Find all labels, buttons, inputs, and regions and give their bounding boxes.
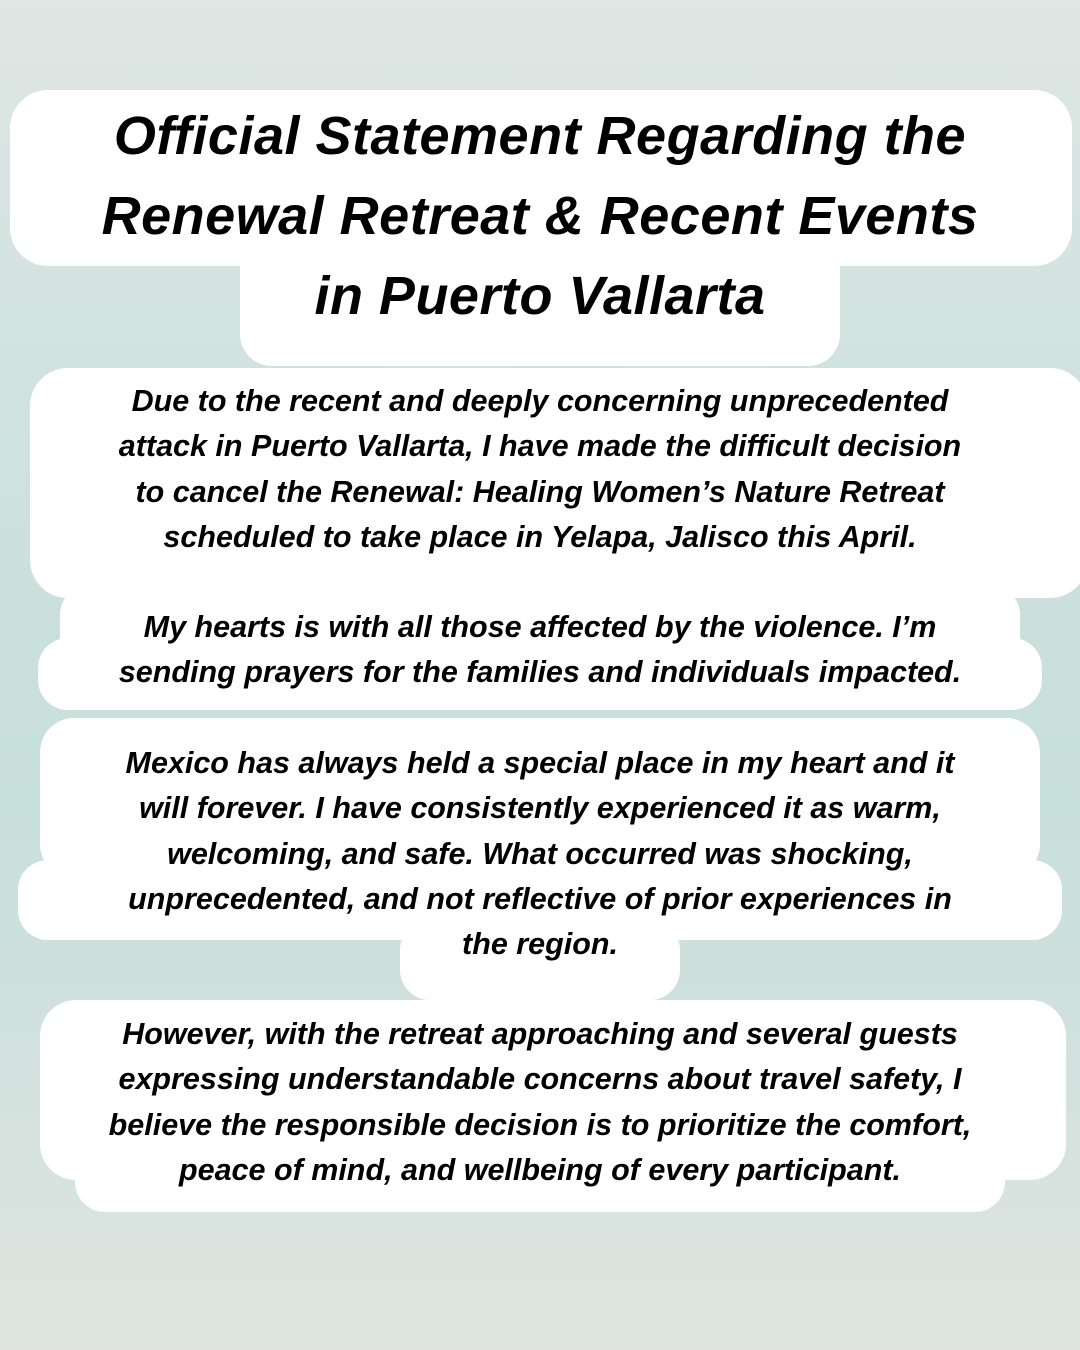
text-line: unprecedented, and not reflective of prior experiences in	[128, 881, 952, 916]
paragraph-condolences	[0, 605, 1080, 696]
title-line: Renewal Retreat & Recent Events	[101, 186, 979, 246]
text-line: My hearts is with all those affected by the violence. I’m	[143, 610, 937, 644]
paragraph-decision	[0, 1012, 1080, 1193]
text-line: sending prayers for the families and individuals impacted.	[118, 655, 962, 690]
text-line: will forever. I have consistently experienced it as warm,	[139, 791, 941, 826]
text-line: welcoming, and safe. What occurred was shocking,	[167, 836, 913, 871]
text-line: the region.	[462, 927, 618, 962]
paragraph-cancellation	[0, 379, 1080, 560]
text-line: However, with the retreat approaching and several guests	[122, 1017, 958, 1051]
page-title	[0, 96, 1080, 336]
text-line: attack in Puerto Vallarta, I have made the difficult decision	[118, 429, 962, 464]
text-line: peace of mind, and wellbeing of every participant.	[179, 1152, 901, 1187]
paragraph-mexico	[0, 741, 1080, 967]
text-line: scheduled to take place in Yelapa, Jalisco this April.	[163, 519, 917, 554]
text-line: expressing understandable concerns about travel safety, I	[118, 1062, 962, 1097]
text-line: believe the responsible decision is to prioritize the comfort,	[108, 1107, 972, 1142]
text-line: Due to the recent and deeply concerning unprecedented	[131, 384, 949, 418]
title-line: in Puerto Vallarta	[314, 266, 766, 326]
text-line: Mexico has always held a special place in my heart and it	[125, 746, 955, 780]
title-line: Official Statement Regarding the	[113, 106, 967, 166]
text-line: to cancel the Renewal: Healing Women’s Nature Retreat	[135, 474, 945, 509]
